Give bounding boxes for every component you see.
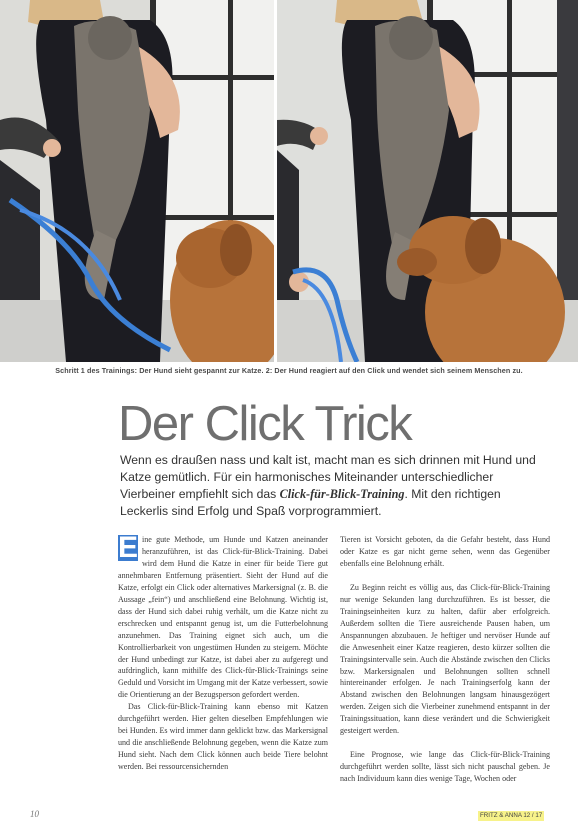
paragraph: Eine Prognose, wie lange das Click-für-Blick-Training durchgeführt werden sollte, lässt sich nicht pauschal geben. Je nach Individuum kann dies wenige Tage, Wochen oder — [340, 750, 550, 784]
paragraph: Das Click-für-Blick-Training kann ebenso mit Katzen durchgeführt werden. Hier gelten dieselben Empfehlungen wie bei Hunden. Es wird immer dann geklickt bzw. das Markersignal und die anschließende Belohnung gegeben, wenn die Katze zum Hund sieht. Nach dem Click können auch beide Tiere belohnt werden. Bei ressourcensichernden — [118, 702, 328, 772]
dog-watches-cat-photo — [0, 0, 274, 362]
magazine-issue-label: FRITZ & ANNA 12 / 17 — [480, 812, 543, 819]
photo-caption: Schritt 1 des Trainings: Der Hund sieht gespannt zur Katze. 2: Der Hund reagiert auf den Click und wendet sich seinem Menschen zu. — [55, 366, 523, 375]
trainer-hand — [310, 127, 328, 145]
paragraph-text: ine gute Methode, um Hunde und Katzen aneinander heranzuführen, ist das Click-für-Blick-Training. Dabei wird dem Hund die Katze in einer für beide Tiere gut annehmbaren Entfernung präsentiert. Sieht der Hund auf die Katze, erfolgt ein Click oder alternatives Markersignal (z. B. die Aussage „fein“) und anschließend eine Belohnung. Wichtig ist, dass der Hund sich dabei ruhig verhält, um die Katze nicht zu erschrecken und entspannt genug ist, um die Futterbelohnung anzunehmen. Das Training eignet sich auch, um die Kontrollierbarkeit von ungestümen Hunden zu steigern. Möchte der Hund unbedingt zur Katze, ist dabei aber zu aufgeregt und aufdringlich, kann mithilfe des Click-für-Blick-Trainings seine Geduld und Vorsicht im Umgang mit der Katze verbessert, sowie die Orientierung an der Bezugsperson gefordert werden. — [118, 535, 328, 700]
lead-text: Wenn es draußen nass und kalt ist, macht man es sich drinnen mit Hund und Katze gemütlich. Für ein harmonisches Miteinander unterschiedlicher Vierbeiner empfiehlt sich das — [120, 453, 536, 501]
dog-ear — [220, 224, 252, 276]
dog-ear — [465, 218, 501, 274]
paragraph — [118, 534, 328, 701]
trainer-hand — [43, 139, 61, 157]
window-frame-horizontal — [150, 215, 274, 220]
dog-looks-at-owner-photo — [277, 0, 578, 362]
paragraph: Zu Beginn reicht es völlig aus, das Click-für-Blick-Training nur wenige Sekunden lang durchzuführen. Es ist besser, die Trainingseinheiten kurz zu halten, dafür aber erfolgreich. Außerdem sollten die Tiere ausreichende Pausen haben, um Anspannungen abzubauen. Je heftiger und nervöser Hunde auf die Anwesenheit einer Katze reagieren, desto kürzer sollten die Trainingsintervalle sein. Auch die Abstände zwischen den Clicks bzw. Markersignalen und Belohnungen sollten schnell hintereinander erfolgen. Je nach Trainingserfolg kann der Abstand zwischen den Belohnungen langsam hinausgezögert werden. Zeigen sich die Vierbeiner zunehmend entspannt in der Trainingssituation, kann diese verändert und die Schwierigkeit gesteigert werden. — [340, 582, 550, 736]
article-headline: Der Click Trick — [118, 397, 412, 451]
paragraph: Tieren ist Vorsicht geboten, da die Gefahr besteht, dass Hund oder Katze es gar nicht gerne sehen, wenn das Gegenüber ebenfalls eine Belohnung erhält. — [340, 535, 550, 568]
page-number: 10 — [30, 809, 39, 819]
lead-text-end: . Mit den richtigen Leckerlis sind Erfolg und Spaß vorprogrammiert. — [120, 487, 501, 518]
cat-head — [88, 16, 132, 60]
body-column-right — [340, 534, 550, 785]
photo-strip — [0, 0, 578, 362]
article-lead — [120, 452, 550, 520]
dropcap: E — [118, 535, 138, 561]
cat-head — [389, 16, 433, 60]
lead-emphasis: Click-für-Blick-Training — [279, 487, 405, 501]
body-column-left — [118, 534, 328, 773]
dog-snout — [397, 248, 437, 276]
